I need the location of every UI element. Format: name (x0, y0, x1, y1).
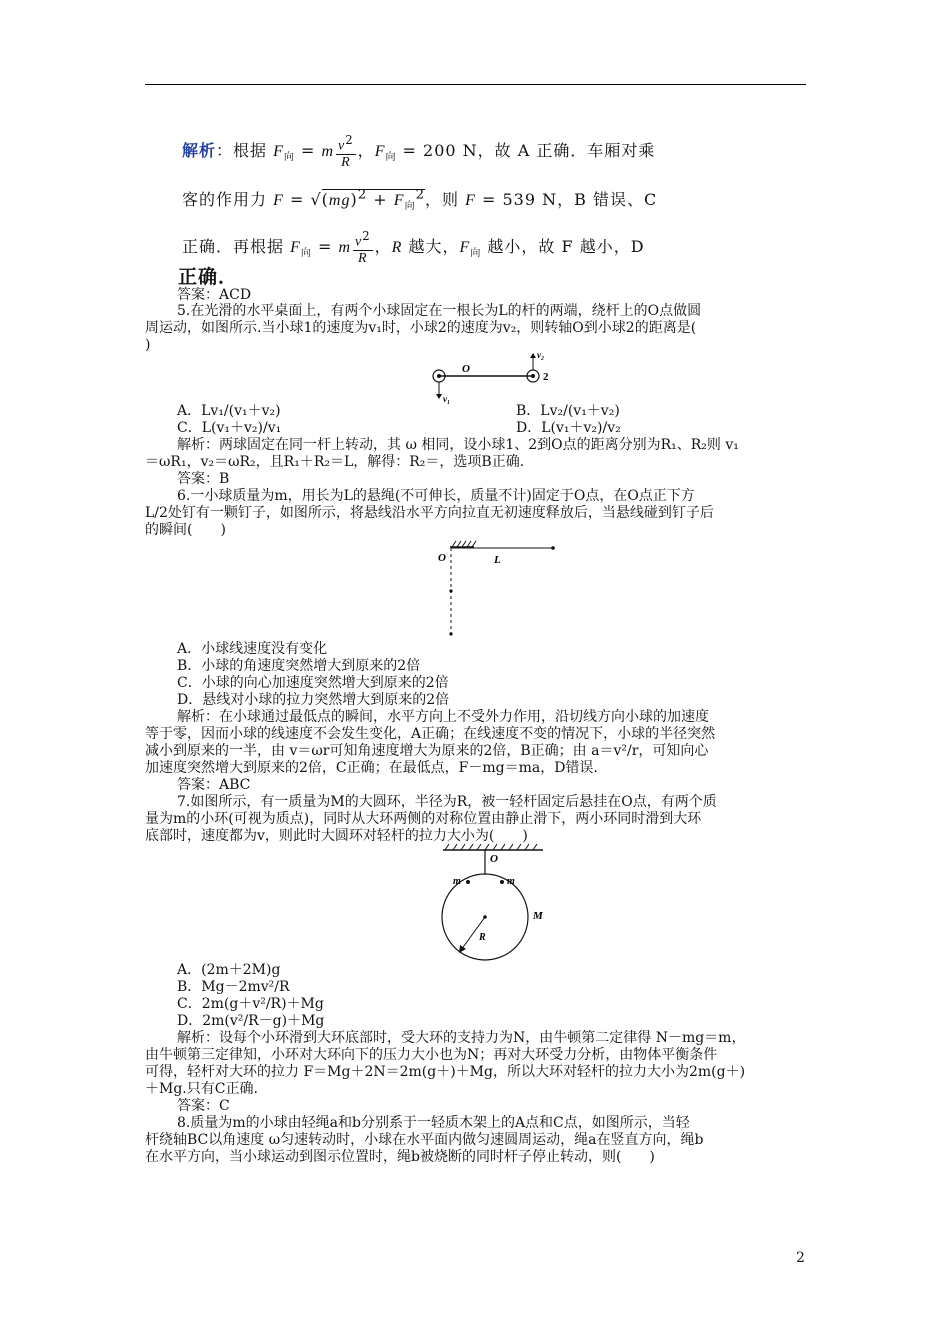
q5-stem-2: 周运动，如图所示.当小球1的速度为v₁时，小球2的速度为v₂，则转轴O到小球2的距离是( (145, 320, 697, 336)
q6-solution-3: 减小到原来的一半，由 v＝ωr可知角速度增大为原来的2倍，B正确；由 a＝v²/r，可知向心 (145, 743, 709, 759)
q7-solution-3: 可得，轻杆对大环的拉力 F＝Mg＋2N＝2m(g＋)＋Mg，所以大环对轻杆的拉力大小为2m(g＋) (145, 1064, 746, 1080)
q7-option-c: C．2m(g＋v²/R)＋Mg (177, 996, 324, 1012)
explanation-line-4: 正确． (178, 266, 239, 288)
fig6-label-o: O (438, 552, 446, 564)
q6-option-a: A．小球线速度没有变化 (177, 641, 328, 657)
q6-stem-2: L/2处钉有一颗钉子，如图所示，将悬线沿水平方向拉直无初速度释放后，当悬线碰到钉子后 (145, 505, 714, 521)
explanation-line-1: 解析：根据 $F_向 = m$ $\frac{v^2}{R}$ ，$F_向 = 200$ N，故 A 正确．车厢对乘 (182, 133, 656, 170)
fig5-label-o: O (462, 363, 470, 375)
explanation-line-2: 客的作用力 $F = √(mg)^2 + F_向^2$，则 F = 539 N，B 错误、C (182, 187, 658, 213)
small-ring-right (500, 880, 504, 884)
fig5-label-v2: v₂ (537, 350, 545, 360)
q8-stem-1: 8.质量为m的小球由轻绳a和b分别系于一轻质木架上的A点和C点，如图所示，当轻 (177, 1115, 690, 1131)
q7-solution-4: ＋Mg.只有C正确. (145, 1081, 258, 1097)
q6-solution-2: 等于零，因而小球的线速度不会发生变化，A正确；在线速度不变的情况下，小球的半径突然 (145, 726, 716, 742)
q5-answer: 答案：B (177, 471, 230, 487)
q7-option-a: A．(2m＋2M)g (177, 962, 281, 978)
fig7-label-r: R (479, 932, 486, 943)
small-ring-left (466, 880, 470, 884)
q8-stem-3: 在水平方向，当小球运动到图示位置时，绳b被烧断的同时杆子停止转动，则( ) (145, 1149, 655, 1165)
fig7-label-m-left: m (453, 876, 461, 887)
q6-option-c: C．小球的向心加速度突然增大到原来的2倍 (177, 675, 449, 691)
q5-option-b: B．Lv₂/(v₁＋v₂) (516, 403, 620, 419)
q5-option-c: C．L(v₁＋v₂)/v₁ (177, 420, 282, 436)
q6-stem-3: 的瞬间( ) (145, 522, 226, 538)
q7-option-d: D．2m(v²/R－g)＋Mg (177, 1013, 325, 1029)
q7-stem-1: 7.如图所示，有一质量为M的大圆环，半径为R，被一轻杆固定后悬挂在O点，有两个质 (177, 794, 717, 810)
q8-stem-2: 杆绕轴BC以角速度 ω匀速转动时，小球在水平面内做匀速圆周运动，绳a在竖直方向，绳b (145, 1132, 704, 1148)
q5-solution-2: ＝ωR₁，v₂＝ωR₂，且R₁＋R₂＝L，解得：R₂＝，选项B正确. (145, 454, 525, 470)
q5-option-a: A．Lv₁/(v₁＋v₂) (177, 403, 281, 419)
q7-stem-2: 量为m的小环(可视为质点)，同时从大环两侧的对称位置由静止滑下，两小环同时滑到大环 (145, 811, 702, 827)
q7-solution-1: 解析：设每个小环滑到大环底部时，受大环的支持力为N，由牛顿第二定律得 N－mg＝m， (177, 1030, 746, 1046)
q4-answer: 答案：ACD (177, 287, 252, 303)
q7-figure (435, 842, 555, 962)
fig5-label-v1: v₁ (443, 394, 451, 404)
q5-stem-3: ) (145, 337, 151, 353)
fig7-label-big-m: M (533, 910, 543, 922)
fig6-label-l: L (494, 554, 501, 566)
q5-stem-1: 5.在光滑的水平桌面上，有两个小球固定在一根长为L的杆的两端，绕杆上的O点做圆 (177, 303, 702, 319)
q7-stem-3: 底部时，速度都为v，则此时大圆环对轻杆的拉力大小为( ) (145, 828, 528, 844)
q5-solution-1: 解析：两球固定在同一杆上转动，其 ω 相同，设小球1、2到O点的距离分别为R₁、R₂则 v₁ (177, 437, 739, 453)
q6-stem-1: 6.一小球质量为m，用长为L的悬绳(不可伸长，质量不计)固定于O点，在O点正下方 (177, 488, 695, 504)
nail (449, 589, 452, 592)
q6-figure (430, 535, 570, 643)
q5-option-d: D．L(v₁＋v₂)/v₂ (516, 420, 621, 436)
q6-solution-4: 加速度突然增大到原来的2倍，C正确；在最低点，F－mg＝ma，D错误. (145, 760, 598, 776)
q6-option-d: D．悬线对小球的拉力突然增大到原来的2倍 (177, 692, 450, 708)
fig7-label-o: O (490, 853, 498, 865)
q5-figure (420, 350, 560, 405)
fig7-label-m-right: m (507, 876, 515, 887)
q7-option-b: B．Mg－2mv²/R (177, 979, 290, 995)
fig5-label-2: 2 (543, 371, 549, 383)
q6-option-b: B．小球的角速度突然增大到原来的2倍 (177, 658, 421, 674)
q7-solution-2: 由牛顿第三定律知，小环对大环向下的压力大小也为N；再对大环受力分析，由物体平衡条件 (145, 1047, 718, 1063)
q6-solution-1: 解析：在小球通过最低点的瞬间，水平方向上不受外力作用，沿切线方向小球的加速度 (177, 709, 709, 725)
header-rule (145, 84, 806, 85)
q6-answer: 答案：ABC (177, 777, 251, 793)
page-number: 2 (796, 1250, 805, 1266)
explanation-line-3: 正确．再根据 $F_向 = m$ $\frac{v^2}{R}$ ，R 越大，$F_向$ 越小，故 F 越小，D (182, 229, 645, 266)
q7-answer: 答案：C (177, 1098, 230, 1114)
